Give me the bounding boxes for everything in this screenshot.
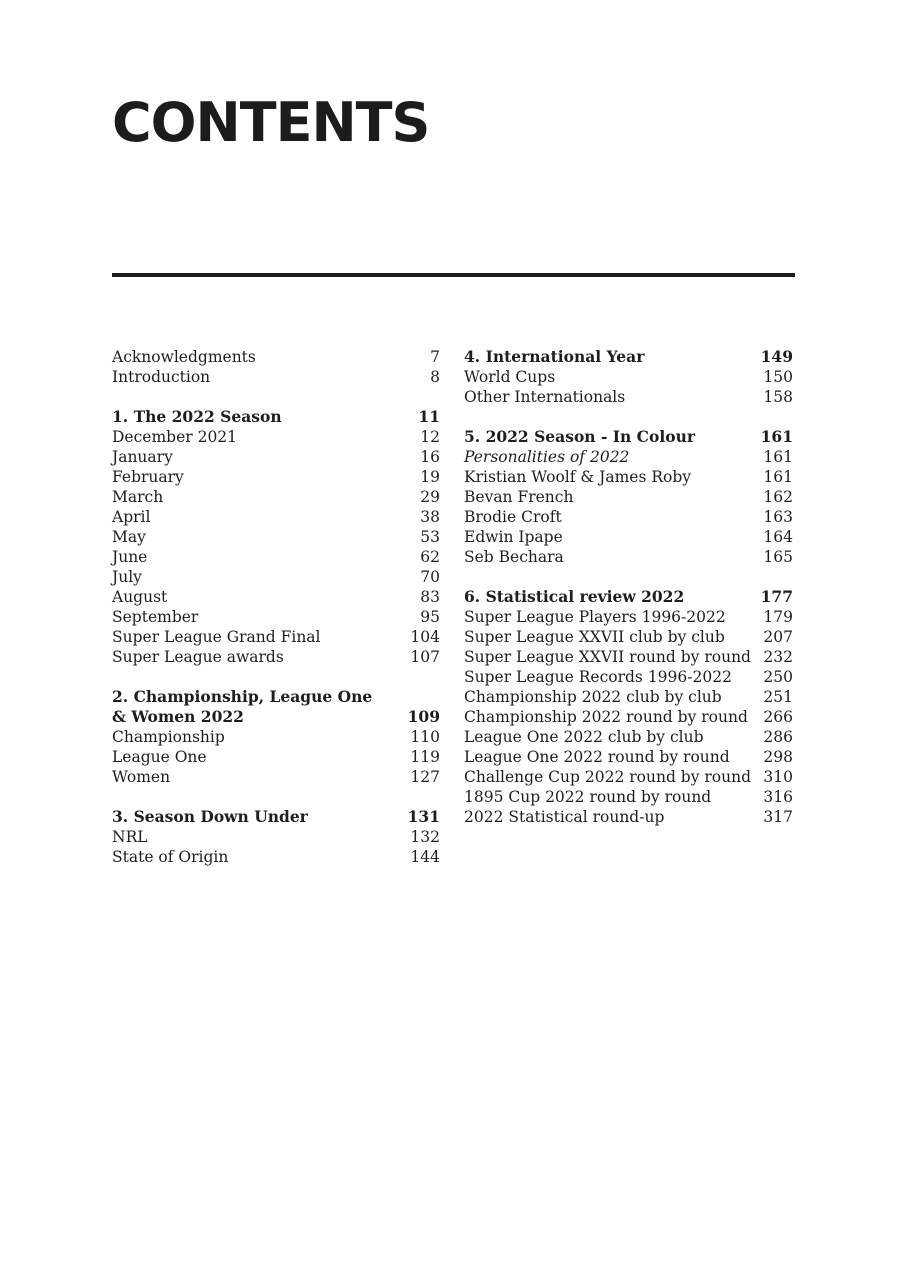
toc-page-number: 109 <box>407 707 440 726</box>
toc-entry-title: 3. Season Down Under <box>112 807 308 826</box>
toc-page-number: 232 <box>763 648 793 666</box>
section-spacer <box>464 407 793 427</box>
toc-page-number: 163 <box>763 508 793 526</box>
toc-page-number: 38 <box>420 508 440 526</box>
toc-page-number: 95 <box>420 608 440 626</box>
toc-entry[interactable] <box>464 387 793 407</box>
toc-entry[interactable] <box>464 447 793 467</box>
toc-page-number: 150 <box>763 368 793 386</box>
toc-page-number: 207 <box>763 628 793 646</box>
toc-entry[interactable] <box>112 487 440 507</box>
toc-entry-title: Super League awards <box>112 648 284 666</box>
toc-entry[interactable] <box>112 447 440 467</box>
toc-page-number: 62 <box>420 548 440 566</box>
toc-entry[interactable] <box>112 827 440 847</box>
toc-entry-title: Brodie Croft <box>464 508 562 526</box>
toc-entry[interactable] <box>464 687 793 707</box>
toc-entry[interactable] <box>464 807 793 827</box>
toc-entry[interactable] <box>112 847 440 867</box>
toc-page-number: 83 <box>420 588 440 606</box>
toc-section-heading[interactable] <box>464 347 793 367</box>
toc-page-number: 110 <box>410 728 440 746</box>
toc-entry-title: & Women 2022 <box>112 707 244 726</box>
toc-entry-title: June <box>112 548 148 566</box>
toc-entry-title: League One 2022 round by round <box>464 748 730 766</box>
toc-entry-title: 2. Championship, League One <box>112 687 373 706</box>
toc-entry[interactable] <box>464 367 793 387</box>
toc-page-number: 16 <box>420 448 440 466</box>
toc-entry-title: March <box>112 488 164 506</box>
toc-page-number: 8 <box>430 368 440 386</box>
contents-left-column <box>112 347 440 867</box>
toc-entry[interactable] <box>464 647 793 667</box>
toc-section-heading[interactable] <box>464 427 793 447</box>
section-spacer <box>112 387 440 407</box>
toc-entry-title: 1895 Cup 2022 round by round <box>464 788 712 806</box>
toc-page-number: 177 <box>760 587 793 606</box>
toc-page-number: 144 <box>410 848 440 866</box>
toc-entry[interactable] <box>112 567 440 587</box>
toc-entry-title: League One <box>112 748 207 766</box>
toc-entry-title: 1. The 2022 Season <box>112 407 282 426</box>
toc-page-number: 11 <box>418 407 440 426</box>
toc-section-heading[interactable] <box>112 807 440 827</box>
toc-entry[interactable] <box>464 607 793 627</box>
toc-page-number: 162 <box>763 488 793 506</box>
toc-entry[interactable] <box>464 507 793 527</box>
toc-entry-title: Seb Bechara <box>464 548 564 566</box>
toc-entry-title: Kristian Woolf & James Roby <box>464 468 692 486</box>
toc-page-number: 161 <box>763 448 793 466</box>
toc-entry-title: September <box>112 608 199 626</box>
section-spacer <box>112 667 440 687</box>
contents-right-column <box>464 347 793 827</box>
toc-section-heading[interactable] <box>112 407 440 427</box>
toc-entry[interactable] <box>464 667 793 687</box>
toc-entry[interactable] <box>464 747 793 767</box>
toc-page-number: 298 <box>763 748 793 766</box>
toc-entry-title: Super League Players 1996-2022 <box>464 608 726 626</box>
toc-entry[interactable] <box>112 647 440 667</box>
toc-entry[interactable] <box>464 487 793 507</box>
toc-entry[interactable] <box>112 767 440 787</box>
toc-page-number: 70 <box>420 568 440 586</box>
section-spacer <box>464 567 793 587</box>
toc-entry-title: League One 2022 club by club <box>464 728 704 746</box>
toc-entry-title: 5. 2022 Season - In Colour <box>464 427 696 446</box>
toc-page-number: 19 <box>420 468 440 486</box>
toc-page-number: 104 <box>410 628 440 646</box>
toc-entry[interactable] <box>464 547 793 567</box>
toc-entry[interactable] <box>112 607 440 627</box>
toc-page-number: 266 <box>763 708 793 726</box>
toc-page-number: 29 <box>420 488 440 506</box>
toc-entry-title: August <box>112 588 168 606</box>
toc-page-number: 132 <box>410 828 440 846</box>
toc-page-number: 165 <box>763 548 793 566</box>
toc-entry-title: Super League XXVII round by round <box>464 648 751 666</box>
toc-entry[interactable] <box>464 467 793 487</box>
toc-entry[interactable] <box>112 627 440 647</box>
toc-page-number: 286 <box>763 728 793 746</box>
page-title: CONTENTS <box>112 91 430 154</box>
toc-entry-title: Championship <box>112 728 225 746</box>
toc-entry[interactable] <box>464 527 793 547</box>
section-spacer <box>112 787 440 807</box>
toc-page-number: 127 <box>410 768 440 786</box>
toc-page-number: 107 <box>410 648 440 666</box>
toc-entry-title: Challenge Cup 2022 round by round <box>464 768 752 786</box>
toc-entry-title: Super League Grand Final <box>112 628 321 646</box>
toc-page-number: 161 <box>760 427 793 446</box>
toc-entry-title: December 2021 <box>112 428 238 446</box>
toc-entry-title: State of Origin <box>112 848 229 866</box>
toc-entry[interactable] <box>464 767 793 787</box>
toc-page-number: 12 <box>420 428 440 446</box>
toc-entry-title: 4. International Year <box>464 347 645 366</box>
toc-entry-title: Super League XXVII club by club <box>464 628 725 646</box>
toc-entry[interactable] <box>464 787 793 807</box>
toc-entry-title: July <box>112 568 142 586</box>
toc-entry-title: Edwin Ipape <box>464 528 563 546</box>
toc-page-number: 119 <box>410 748 440 766</box>
toc-entry[interactable] <box>112 587 440 607</box>
toc-entry[interactable] <box>112 727 440 747</box>
toc-entry-title: Women <box>112 768 171 786</box>
toc-entry[interactable] <box>464 627 793 647</box>
toc-page-number: 316 <box>763 788 793 806</box>
toc-entry-title: Bevan French <box>464 488 574 506</box>
toc-entry-title: Acknowledgments <box>112 348 256 366</box>
toc-entry[interactable] <box>112 427 440 447</box>
toc-page-number: 179 <box>763 608 793 626</box>
toc-entry-title: World Cups <box>464 368 556 386</box>
toc-page-number: 317 <box>763 808 793 826</box>
toc-page-number: 310 <box>763 768 793 786</box>
toc-entry-title: Personalities of 2022 <box>464 448 630 466</box>
toc-section-heading[interactable] <box>112 687 440 707</box>
title-divider <box>112 273 795 277</box>
toc-entry-title: January <box>112 448 173 466</box>
toc-page-number: 53 <box>420 528 440 546</box>
toc-entry[interactable] <box>464 727 793 747</box>
toc-entry-title: April <box>112 508 151 526</box>
toc-entry-title: 6. Statistical review 2022 <box>464 587 685 606</box>
toc-entry-title: Championship 2022 club by club <box>464 688 722 706</box>
toc-entry-title: 2022 Statistical round-up <box>464 808 665 826</box>
toc-page-number: 158 <box>763 388 793 406</box>
toc-page-number: 161 <box>763 468 793 486</box>
toc-section-heading[interactable] <box>464 587 793 607</box>
toc-page-number: 250 <box>763 668 793 686</box>
toc-page-number: 251 <box>763 688 793 706</box>
toc-entry-title: Introduction <box>112 368 211 386</box>
toc-page-number: 149 <box>760 347 793 366</box>
toc-entry[interactable] <box>112 747 440 767</box>
toc-entry[interactable] <box>464 707 793 727</box>
toc-entry-title: Super League Records 1996-2022 <box>464 668 732 686</box>
toc-entry[interactable] <box>112 527 440 547</box>
toc-entry[interactable] <box>112 507 440 527</box>
toc-entry[interactable] <box>112 367 440 387</box>
toc-page-number: 7 <box>430 348 440 366</box>
toc-entry-title: Championship 2022 round by round <box>464 708 748 726</box>
toc-entry[interactable] <box>112 467 440 487</box>
toc-section-heading[interactable] <box>112 707 440 727</box>
toc-entry-title: February <box>112 468 184 486</box>
toc-entry[interactable] <box>112 547 440 567</box>
toc-entry-title: Other Internationals <box>464 388 626 406</box>
toc-entry[interactable] <box>112 347 440 367</box>
toc-page-number: 164 <box>763 528 793 546</box>
toc-entry-title: May <box>112 528 146 546</box>
toc-entry-title: NRL <box>112 828 148 846</box>
toc-page-number: 131 <box>407 807 440 826</box>
